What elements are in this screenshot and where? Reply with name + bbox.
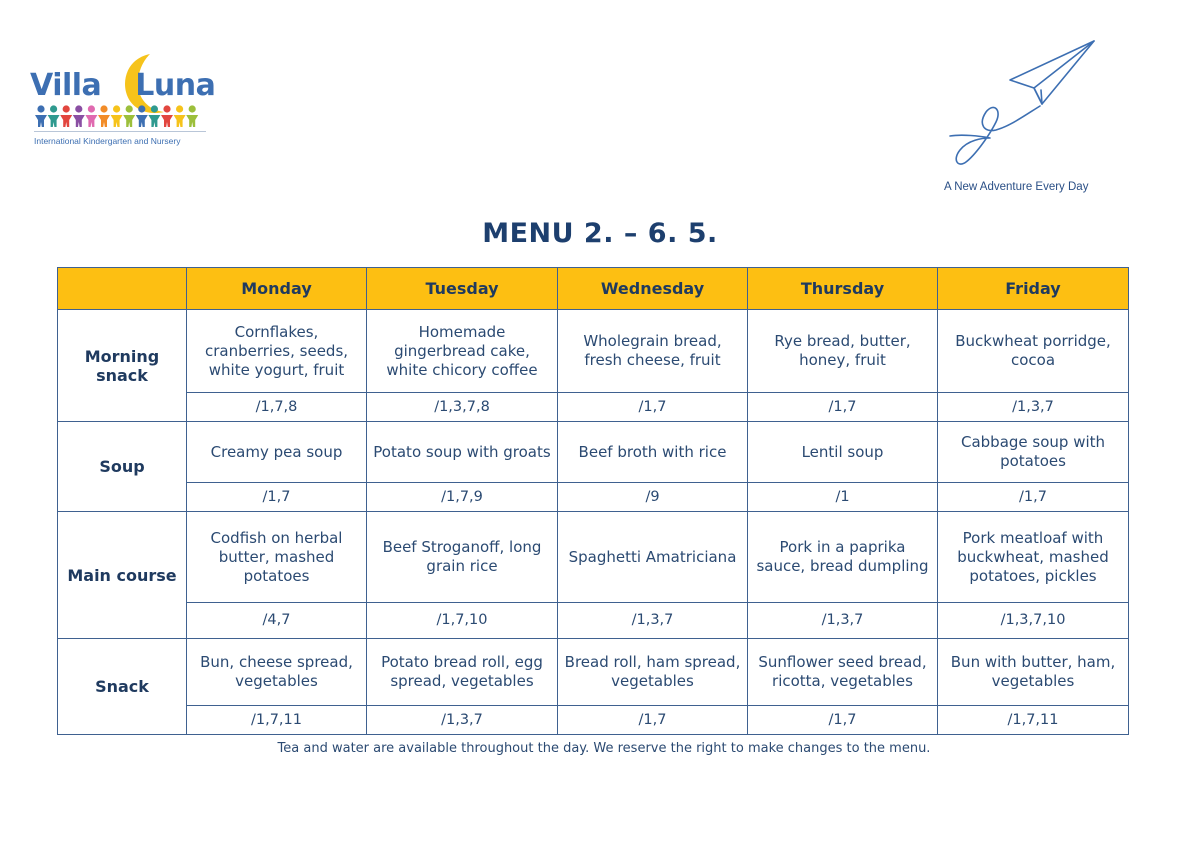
- allergen-cell: /1,3,7: [748, 603, 938, 639]
- child-figure-body: [161, 115, 173, 127]
- allergen-cell: /1,3,7: [558, 603, 748, 639]
- table-row: [58, 512, 1129, 603]
- allergen-row: [58, 393, 1129, 422]
- paper-plane-icon: [944, 38, 1104, 173]
- dish-cell: Cabbage soup with potatoes: [938, 422, 1129, 483]
- table-row: [58, 310, 1129, 393]
- dish-cell: Codfish on herbal butter, mashed potatoes: [187, 512, 367, 603]
- header-day: Tuesday: [367, 268, 558, 310]
- dish-cell: Cornflakes, cranberries, seeds, white yogurt, fruit: [187, 310, 367, 393]
- child-figure-body: [136, 115, 148, 127]
- dish-cell: Rye bread, butter, honey, fruit: [748, 310, 938, 393]
- allergen-cell: /1,7: [187, 483, 367, 512]
- allergen-cell: /1,3,7: [938, 393, 1129, 422]
- dish-cell: Potato soup with groats: [367, 422, 558, 483]
- allergen-row: [58, 603, 1129, 639]
- allergen-cell: /9: [558, 483, 748, 512]
- allergen-cell: /1,7: [748, 706, 938, 735]
- children-figures-icon: [34, 104, 206, 128]
- dish-cell: Bun with butter, ham, vegetables: [938, 639, 1129, 706]
- dish-cell: Pork meatloaf with buckwheat, mashed potatoes, pickles: [938, 512, 1129, 603]
- logo-wordmark: [30, 68, 215, 103]
- allergen-cell: /1,7: [748, 393, 938, 422]
- allergen-cell: /1,7: [558, 393, 748, 422]
- child-figure-head: [176, 105, 183, 112]
- dish-cell: Sunflower seed bread, ricotta, vegetables: [748, 639, 938, 706]
- child-figure-body: [111, 115, 123, 127]
- allergen-cell: /1,7,10: [367, 603, 558, 639]
- allergen-cell: /4,7: [187, 603, 367, 639]
- child-figure-head: [189, 105, 196, 112]
- child-figure-body: [148, 115, 160, 127]
- allergen-cell: /1,7,11: [938, 706, 1129, 735]
- child-figure-body: [35, 115, 47, 127]
- menu-table: [57, 267, 1129, 735]
- category-label: Morning snack: [58, 310, 187, 422]
- allergen-cell: /1,3,7,10: [938, 603, 1129, 639]
- table-row: [58, 422, 1129, 483]
- header-corner: [58, 268, 187, 310]
- footnote: Tea and water are available throughout the day. We reserve the right to make changes to the menu.: [277, 741, 931, 756]
- child-figure-head: [37, 105, 44, 112]
- header-day: Thursday: [748, 268, 938, 310]
- allergen-cell: /1,3,7: [367, 706, 558, 735]
- header-row: [58, 268, 1129, 310]
- allergen-cell: /1,7,11: [187, 706, 367, 735]
- child-figure-head: [75, 105, 82, 112]
- header-day: Wednesday: [558, 268, 748, 310]
- dish-cell: Lentil soup: [748, 422, 938, 483]
- child-figure-head: [63, 105, 70, 112]
- allergen-cell: /1,7,8: [187, 393, 367, 422]
- villa-luna-logo: [30, 52, 220, 152]
- dish-cell: Bun, cheese spread, vegetables: [187, 639, 367, 706]
- child-figure-body: [85, 115, 97, 127]
- allergen-cell: /1: [748, 483, 938, 512]
- child-figure-head: [50, 105, 57, 112]
- dish-cell: Homemade gingerbread cake, white chicory coffee: [367, 310, 558, 393]
- allergen-cell: /1,7: [558, 706, 748, 735]
- logo-tagline: International Kindergarten and Nursery: [34, 136, 181, 146]
- child-figure-body: [174, 115, 186, 127]
- dish-cell: Creamy pea soup: [187, 422, 367, 483]
- table-row: [58, 639, 1129, 706]
- child-figure-body: [186, 115, 198, 127]
- dish-cell: Buckwheat porridge, cocoa: [938, 310, 1129, 393]
- allergen-cell: /1,3,7,8: [367, 393, 558, 422]
- category-label: Main course: [58, 512, 187, 639]
- child-figure-head: [113, 105, 120, 112]
- dish-cell: Potato bread roll, egg spread, vegetables: [367, 639, 558, 706]
- header-day: Monday: [187, 268, 367, 310]
- logo-divider: [34, 131, 206, 132]
- dish-cell: Pork in a paprika sauce, bread dumpling: [748, 512, 938, 603]
- child-figure-body: [98, 115, 110, 127]
- logo-word-villa: Villa: [30, 68, 102, 103]
- child-figure-head: [163, 105, 170, 112]
- menu-title: MENU 2. – 6. 5.: [482, 218, 718, 249]
- child-figure-head: [100, 105, 107, 112]
- dish-cell: Beef Stroganoff, long grain rice: [367, 512, 558, 603]
- category-label: Soup: [58, 422, 187, 512]
- allergen-cell: /1,7,9: [367, 483, 558, 512]
- category-label: Snack: [58, 639, 187, 735]
- child-figure-head: [151, 105, 158, 112]
- logo-word-luna: Luna: [135, 68, 216, 103]
- child-figure-body: [48, 115, 60, 127]
- slogan: A New Adventure Every Day: [944, 181, 1089, 193]
- dish-cell: Spaghetti Amatriciana: [558, 512, 748, 603]
- allergen-row: [58, 483, 1129, 512]
- allergen-cell: /1,7: [938, 483, 1129, 512]
- dish-cell: Bread roll, ham spread, vegetables: [558, 639, 748, 706]
- allergen-row: [58, 706, 1129, 735]
- header-day: Friday: [938, 268, 1129, 310]
- child-figure-head: [126, 105, 133, 112]
- child-figure-body: [73, 115, 85, 127]
- child-figure-body: [123, 115, 135, 127]
- child-figure-head: [138, 105, 145, 112]
- dish-cell: Wholegrain bread, fresh cheese, fruit: [558, 310, 748, 393]
- child-figure-head: [88, 105, 95, 112]
- dish-cell: Beef broth with rice: [558, 422, 748, 483]
- child-figure-body: [60, 115, 72, 127]
